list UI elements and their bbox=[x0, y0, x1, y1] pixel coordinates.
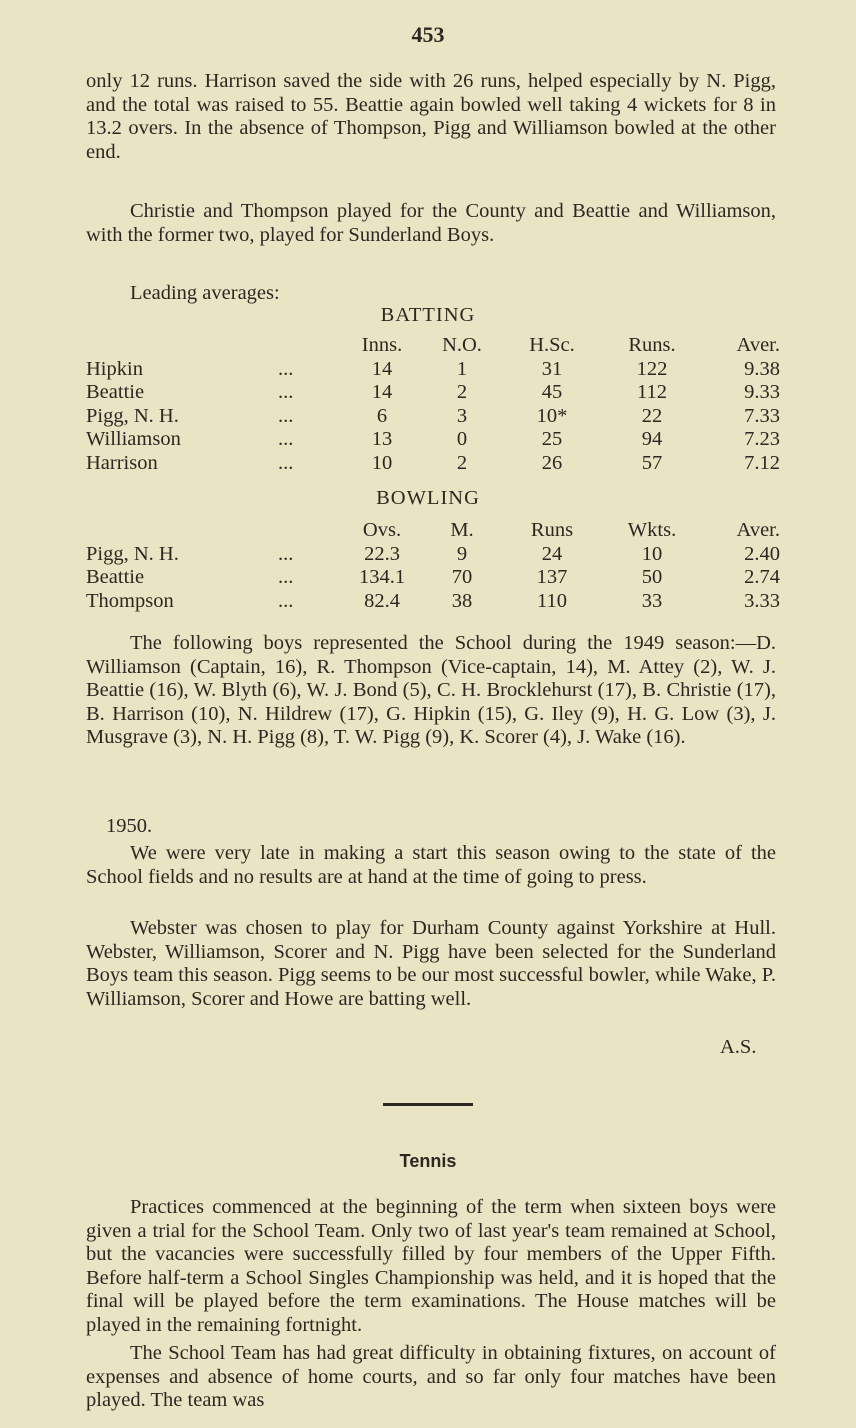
table-row bbox=[86, 428, 780, 452]
cell: 82.4 bbox=[364, 589, 400, 612]
cell: 2.40 bbox=[744, 542, 780, 565]
table-row bbox=[86, 405, 780, 429]
cell: 1 bbox=[456, 357, 468, 380]
cell: 7.33 bbox=[744, 404, 780, 427]
cell: 2.74 bbox=[744, 566, 780, 589]
cell: 13 bbox=[371, 428, 393, 451]
cell: 38 bbox=[451, 589, 473, 612]
table-row bbox=[86, 543, 780, 567]
col-header: M. bbox=[450, 519, 474, 542]
dots: ... bbox=[278, 381, 294, 404]
cell: 137 bbox=[536, 566, 568, 589]
col-header: Wkts. bbox=[627, 519, 677, 542]
cell: 25 bbox=[541, 428, 563, 451]
cell: 110 bbox=[537, 589, 567, 612]
player-name: Williamson bbox=[86, 428, 181, 451]
cell: 2 bbox=[456, 381, 468, 404]
year-heading: 1950. bbox=[106, 815, 153, 837]
cell: 9.38 bbox=[744, 357, 780, 380]
cell: 22.3 bbox=[364, 542, 400, 565]
player-name: Hipkin bbox=[86, 357, 143, 380]
cell: 3 bbox=[456, 404, 468, 427]
dots: ... bbox=[278, 589, 294, 612]
dots: ... bbox=[278, 451, 294, 474]
cell: 6 bbox=[376, 404, 388, 427]
player-name: Beattie bbox=[86, 566, 145, 589]
col-header: N.O. bbox=[442, 334, 482, 357]
paragraph-harrison: only 12 runs. Harrison saved the side with 26 runs, helped especially by N. Pigg, and the total was raised to 55. Beattie again bowled well taking 4 wickets for 8 in 13.2 overs. In the absence of Thompson, Pigg and Williamson bowled at the other end. bbox=[86, 70, 776, 163]
cell: 57 bbox=[641, 451, 663, 474]
col-header: Runs bbox=[530, 519, 574, 542]
cell: 134.1 bbox=[358, 566, 406, 589]
batting-table bbox=[86, 334, 780, 475]
paragraph-county: Christie and Thompson played for the County and Beattie and Williamson, with the former two, played for Sunderland Boys. bbox=[86, 200, 776, 246]
cell: 7.23 bbox=[744, 428, 780, 451]
cell: 9.33 bbox=[744, 381, 780, 404]
cell: 112 bbox=[637, 381, 667, 404]
cell: 10 bbox=[371, 451, 393, 474]
col-header: Aver. bbox=[736, 519, 780, 542]
tennis-heading: Tennis bbox=[399, 1151, 457, 1171]
bowling-title: BOWLING bbox=[376, 487, 480, 509]
cell: 94 bbox=[641, 428, 663, 451]
batting-header-row bbox=[86, 334, 780, 358]
batting-title: BATTING bbox=[380, 304, 476, 326]
page-number: 453 bbox=[411, 22, 445, 47]
cell: 10* bbox=[536, 404, 568, 427]
player-name: Pigg, N. H. bbox=[86, 542, 179, 565]
table-row bbox=[86, 381, 780, 405]
bowling-header-row bbox=[86, 519, 780, 543]
cell: 50 bbox=[641, 566, 663, 589]
player-name: Thompson bbox=[86, 589, 174, 612]
cell: 45 bbox=[541, 381, 563, 404]
table-row bbox=[86, 358, 780, 382]
player-name: Pigg, N. H. bbox=[86, 404, 179, 427]
section-divider bbox=[383, 1103, 473, 1106]
paragraph-tennis-practices: Practices commenced at the beginning of the term when sixteen boys were given a trial for the School Team. Only two of last year's team remained at School, but the vacancies were successfully filled by four members of the Upper Fifth. Before half-term a School Singles Championship was held, and it is hoped that the final will be played before the term examinations. The House matches will be played in the remaining fortnight. bbox=[86, 1196, 776, 1336]
cell: 70 bbox=[451, 566, 473, 589]
player-name: Beattie bbox=[86, 381, 145, 404]
cell: 31 bbox=[541, 357, 563, 380]
cell: 14 bbox=[371, 381, 393, 404]
leading-averages-label: Leading averages: bbox=[130, 282, 280, 304]
col-header: H.Sc. bbox=[529, 334, 575, 357]
col-header: Runs. bbox=[628, 334, 676, 357]
cell: 33 bbox=[641, 589, 663, 612]
cell: 26 bbox=[541, 451, 563, 474]
col-header: Aver. bbox=[736, 334, 780, 357]
cell: 14 bbox=[371, 357, 393, 380]
cell: 2 bbox=[456, 451, 468, 474]
dots: ... bbox=[278, 566, 294, 589]
cell: 7.12 bbox=[744, 451, 780, 474]
col-header: Ovs. bbox=[362, 519, 402, 542]
paragraph-represented: The following boys represented the School during the 1949 season:—D. Williamson (Captain, 16), R. Thompson (Vice-captain, 14), M. Attey (2), W. J. Beattie (16), W. Blyth (6), W. J. Bond (5), C. H. Brocklehurst (17), B. Christie (17), B. Harrison (10), N. Hildrew (17), G. Hipkin (15), G. Iley (9), H. G. Low (3), J. Musgrave (3), N. H. Pigg (8), T. W. Pigg (9), K. Scorer (4), J. Wake (16). bbox=[86, 632, 776, 748]
cell: 9 bbox=[456, 542, 468, 565]
cell: 122 bbox=[636, 357, 668, 380]
cell: 3.33 bbox=[744, 589, 780, 612]
cell: 22 bbox=[641, 404, 663, 427]
dots: ... bbox=[278, 428, 294, 451]
player-name: Harrison bbox=[86, 451, 158, 474]
table-row bbox=[86, 566, 780, 590]
paragraph-tennis-fixtures: The School Team has had great difficulty in obtaining fixtures, on account of expenses and absence of home courts, and so far only four matches have been played. The team was bbox=[86, 1342, 776, 1411]
bowling-table bbox=[86, 519, 780, 613]
dots: ... bbox=[278, 542, 294, 565]
cell: 0 bbox=[456, 428, 468, 451]
cell: 10 bbox=[641, 542, 663, 565]
dots: ... bbox=[278, 404, 294, 427]
signature: A.S. bbox=[720, 1036, 757, 1058]
table-row bbox=[86, 590, 780, 614]
paragraph-webster: Webster was chosen to play for Durham County against Yorkshire at Hull. Webster, Williamson, Scorer and N. Pigg have been selected for the Sunderland Boys team this season. Pigg seems to be our most successful bowler, while Wake, P. Williamson, Scorer and Howe are batting well. bbox=[86, 917, 776, 1010]
dots: ... bbox=[278, 357, 294, 380]
paragraph-late-start: We were very late in making a start this season owing to the state of the School fields and no results are at hand at the time of going to press. bbox=[86, 842, 776, 888]
table-row bbox=[86, 452, 780, 476]
cell: 24 bbox=[541, 542, 563, 565]
col-header: Inns. bbox=[361, 334, 403, 357]
